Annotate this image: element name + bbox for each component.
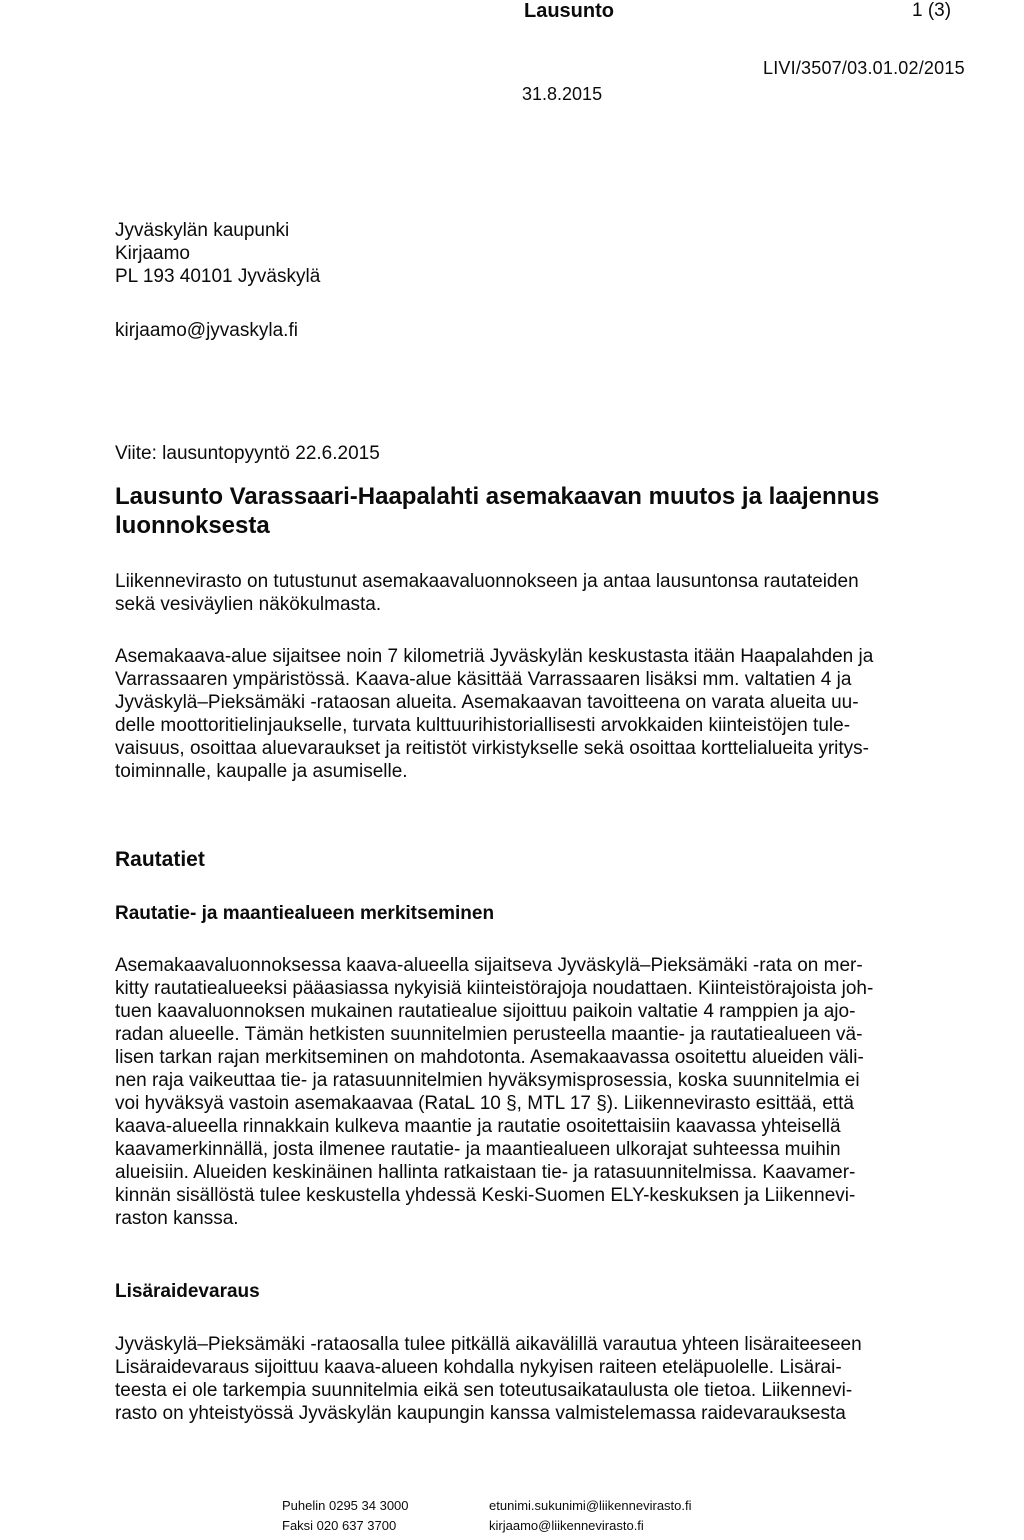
text-line: sekä vesiväylien näkökulmasta. [115,594,382,615]
text-line: tuen kaavaluonnoksen mukainen rautatiealue sijoittuu paikoin valtatie 4 ramppien ja ajo- [115,1001,856,1022]
text-line: toiminnalle, kaupalle ja asumiselle. [115,761,408,782]
recipient-email: kirjaamo@jyvaskyla.fi [115,320,298,341]
recipient-department: Kirjaamo [115,243,190,264]
area-description-paragraph [115,645,995,783]
text-line: kinnän sisällöstä tulee keskustella yhdessä Keski-Suomen ELY-keskuksen ja Liikennevi- [115,1185,856,1206]
text-line: Varrassaaren ympäristössä. Kaava-alue käsittää Varrassaaren lisäksi mm. valtatien 4 ja [115,669,852,690]
recipient-name: Jyväskylän kaupunki [115,220,290,241]
intro-paragraph [115,570,995,616]
text-line: Jyväskylä–Pieksämäki -rataosan alueita. Asemakaavan tavoitteena on varata alueita uu- [115,692,859,713]
text-line: teesta ei ole tarkempia suunnitelmia eikä sen toteutusaikataulusta ole tietoa. Liikennevi- [115,1380,853,1401]
text-line: Liikennevirasto on tutustunut asemakaavaluonnokseen ja antaa lausuntonsa rautateiden [115,571,859,592]
text-line: nen raja vaikeuttaa tie- ja ratasuunnitelmien hyväksymisprosessia, koska suunnitelmia ei [115,1070,860,1091]
text-line: kitty rautatiealueeksi pääasiassa nykyisiä kiinteistörajoja noudattaen. Kiinteistörajoista joh- [115,978,874,999]
reference-line: Viite: lausuntopyyntö 22.6.2015 [115,443,380,464]
text-line: vaisuus, osoittaa aluevaraukset ja reitistöt virkistykselle sekä osoittaa korttelialueita yritys- [115,738,869,759]
footer-registry-email: kirjaamo@liikennevirasto.fi [489,1518,644,1533]
text-line: Jyväskylä–Pieksämäki -rataosalla tulee pitkällä aikavälillä varautua yhteen lisäraiteeseen [115,1334,862,1355]
marking-paragraph [115,954,995,1230]
recipient-postal-address: PL 193 40101 Jyväskylä [115,266,321,287]
subsection-heading-extra-track: Lisäraidevaraus [115,1281,260,1302]
document-title: Lausunto Varassaari-Haapalahti asemakaavan muutos ja laajennus luonnoksesta [115,483,880,539]
subsection-heading-marking: Rautatie- ja maantiealueen merkitseminen [115,903,495,924]
text-line: Asemakaavaluonnoksessa kaava-alueella sijaitseva Jyväskylä–Pieksämäki -rata on mer- [115,955,863,976]
text-line: delle moottoritielinjaukselle, turvata kulttuurihistoriallisesti arvokkaiden kiinteistöjen tule- [115,715,851,736]
footer-email-pattern: etunimi.sukunimi@liikennevirasto.fi [489,1498,692,1513]
text-line: alueisiin. Alueiden keskinäinen hallinta ratkaistaan tie- ja ratasuunnitelmissa. Kaavamer- [115,1162,856,1183]
reference-number: LIVI/3507/03.01.02/2015 [763,58,965,78]
text-line: voi hyväksyä vastoin asemakaavaa (RataL 10 §, MTL 17 §). Liikennevirasto esittää, että [115,1093,854,1114]
extra-track-paragraph [115,1333,995,1425]
recipient-address [115,219,320,288]
footer-fax: Faksi 020 637 3700 [282,1518,397,1533]
text-line: rasto on yhteistyössä Jyväskylän kaupungin kanssa valmistelemassa raidevarauksesta [115,1403,846,1424]
text-line: raston kanssa. [115,1208,239,1229]
footer-phone: Puhelin 0295 34 3000 [282,1498,409,1513]
document-type: Lausunto [524,0,614,22]
text-line: Asemakaava-alue sijaitsee noin 7 kilometriä Jyväskylän keskustasta itään Haapalahden ja [115,646,874,667]
footer-contact-numbers [282,1496,409,1536]
text-line: radan alueelle. Tämän hetkisten suunnitelmien perusteella maantie- ja rautatiealueen vä- [115,1024,863,1045]
text-line: kaava-alueella rinnakkain kulkeva maantie ja rautatie osoitettaisiin kaavassa yhteisellä [115,1116,841,1137]
text-line: Lisäraidevaraus sijoittuu kaava-alueen kohdalla nykyisen raiteen eteläpuolelle. Lisärai- [115,1357,842,1378]
text-line: lisen tarkan rajan merkitseminen on mahdotonta. Asemakaavassa osoitettu alueiden väli- [115,1047,864,1068]
page-number: 1 (3) [912,0,952,21]
footer-contact-emails [489,1496,692,1536]
section-heading-rautatiet: Rautatiet [115,848,205,871]
text-line: kaavamerkinnällä, josta ilmenee rautatie- ja maantiealueen ulkorajat suhteessa muihin [115,1139,841,1160]
document-date: 31.8.2015 [522,84,603,104]
